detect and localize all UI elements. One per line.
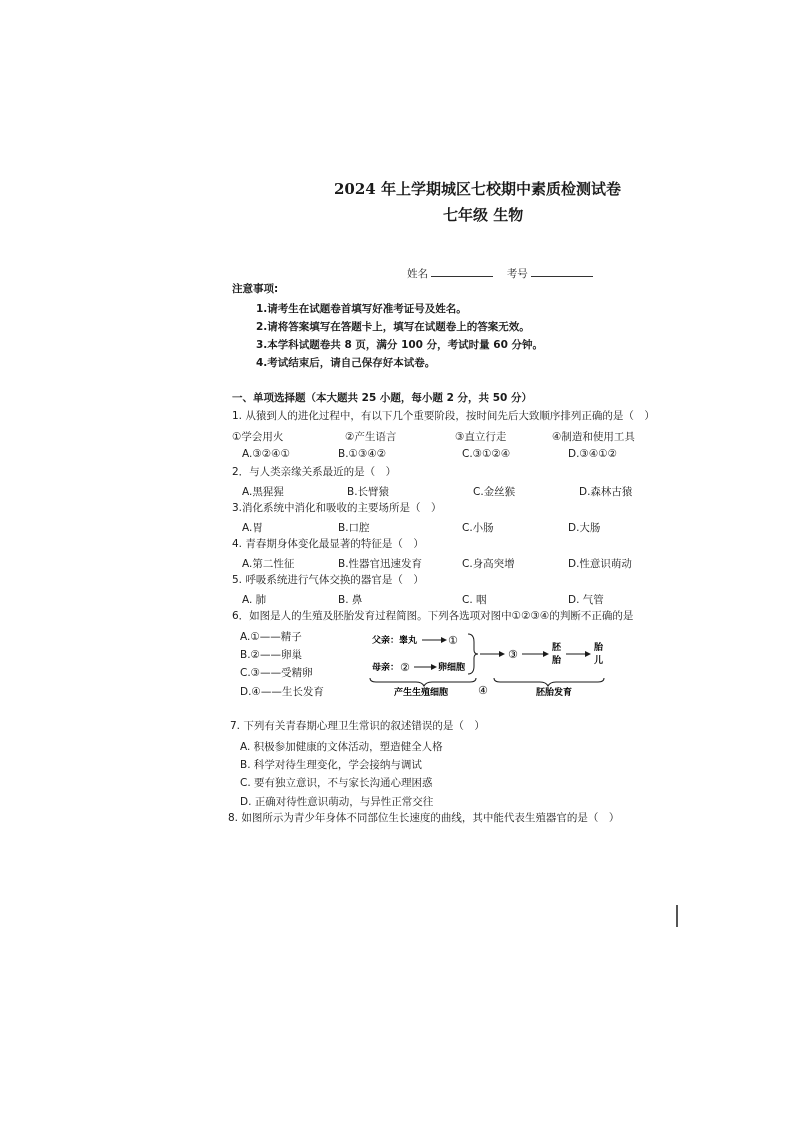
question-stem: 1. 从猿到人的进化过程中，有以下几个重要阶段，按时间先后大致顺序排列正确的是（ ） xyxy=(232,410,655,422)
answer-option: C.身高突增 xyxy=(462,558,515,570)
question-stem: 4. 青春期身体变化最显著的特征是（ ） xyxy=(232,538,424,550)
question-item: ②产生语言 xyxy=(345,431,397,443)
diagram-dev-label: 胚胎发育 xyxy=(536,688,573,698)
answer-option: B.①③④② xyxy=(338,448,387,460)
answer-option: D.④——生长发育 xyxy=(240,686,324,698)
exam-subtitle: 七年级 生物 xyxy=(443,206,524,224)
question-stem: 5. 呼吸系统进行气体交换的器官是（ ） xyxy=(232,574,424,586)
exam-title: 2024 年上学期城区七校期中素质检测试卷 xyxy=(334,180,621,198)
question-item: ①学会用火 xyxy=(232,431,284,443)
scan-mark xyxy=(676,905,678,927)
answer-option: A.③②④① xyxy=(242,448,290,460)
answer-option: B.口腔 xyxy=(338,522,370,534)
notice-item: 2.请将答案填写在答题卡上，填写在试题卷上的答案无效。 xyxy=(256,321,530,333)
answer-option: A.黑猩猩 xyxy=(242,486,284,498)
answer-option: C.③①②④ xyxy=(462,448,511,460)
name-blank[interactable] xyxy=(431,267,493,277)
answer-option: A.第二性征 xyxy=(242,558,295,570)
question-stem: 7. 下列有关青春期心理卫生常识的叙述错误的是（ ） xyxy=(230,720,485,732)
diagram-underbrace-dev xyxy=(494,678,604,686)
diagram-underbrace-cells xyxy=(370,678,476,686)
answer-option: B. 鼻 xyxy=(338,594,363,606)
answer-option: C. 咽 xyxy=(462,594,487,606)
answer-option: D.性意识萌动 xyxy=(568,558,632,570)
answer-option: D.③④①② xyxy=(568,448,618,460)
notice-heading: 注意事项: xyxy=(232,283,279,295)
answer-option: C.小肠 xyxy=(462,522,494,534)
answer-option: D. 正确对待性意识萌动，与异性正常交往 xyxy=(240,796,434,808)
notice-item: 4.考试结束后，请自己保存好本试卷。 xyxy=(256,357,436,369)
diagram-circle-1: ① xyxy=(448,634,458,647)
section-heading: 一、单项选择题（本大题共 25 小题，每小题 2 分，共 50 分） xyxy=(232,392,532,404)
reproduction-diagram xyxy=(368,628,618,700)
question-item: ③直立行走 xyxy=(455,431,507,443)
answer-option: C.③——受精卵 xyxy=(240,667,313,679)
diagram-father-label: 父亲：睾丸 xyxy=(372,636,418,646)
diagram-fetus-top: 胎 xyxy=(594,643,604,653)
answer-option: C.金丝猴 xyxy=(473,486,516,498)
diagram-brace xyxy=(468,634,478,674)
diagram-embryo-bottom: 胎 xyxy=(552,656,562,666)
question-stem: 2．与人类亲缘关系最近的是（ ） xyxy=(232,466,397,478)
answer-option: D.森林古猿 xyxy=(579,486,633,498)
diagram-egg-label: 卵细胞 xyxy=(438,663,466,673)
question-stem: 3.消化系统中消化和吸收的主要场所是（ ） xyxy=(232,502,442,514)
answer-option: A.①——精子 xyxy=(240,631,302,643)
diagram-embryo-top: 胚 xyxy=(552,643,562,653)
question-stem: 6．如图是人的生殖及胚胎发育过程简图。下列各选项对图中①②③④的判断不正确的是 xyxy=(232,610,634,622)
answer-option: B.性器官迅速发育 xyxy=(338,558,423,570)
answer-option: C. 要有独立意识，不与家长沟通心理困惑 xyxy=(240,777,433,789)
question-item: ④制造和使用工具 xyxy=(552,431,635,443)
answer-option: D.大肠 xyxy=(568,522,601,534)
diagram-circle-3: ③ xyxy=(508,648,518,661)
exam-no-blank[interactable] xyxy=(531,267,593,277)
answer-option: A. 肺 xyxy=(242,594,267,606)
answer-option: B. 科学对待生理变化，学会接纳与调试 xyxy=(240,759,422,771)
notice-item: 1.请考生在试题卷首填写好准考证号及姓名。 xyxy=(256,303,467,315)
student-info xyxy=(407,267,593,281)
notice-item: 3.本学科试题卷共 8 页，满分 100 分，考试时量 60 分钟。 xyxy=(256,339,544,351)
answer-option: B.长臂猿 xyxy=(347,486,390,498)
diagram-cells-label: 产生生殖细胞 xyxy=(394,688,449,698)
exam-no-label: 考号 xyxy=(506,268,528,280)
question-stem: 8. 如图所示为青少年身体不同部位生长速度的曲线，其中能代表生殖器官的是（ ） xyxy=(228,812,620,824)
answer-option: B.②——卵巢 xyxy=(240,649,302,661)
diagram-circle-2: ② xyxy=(400,661,410,674)
diagram-mother-label: 母亲： xyxy=(372,663,400,673)
diagram-fetus-bottom: 儿 xyxy=(594,656,604,666)
answer-option: D. 气管 xyxy=(568,594,604,606)
answer-option: A.胃 xyxy=(242,522,263,534)
answer-option: A. 积极参加健康的文体活动，塑造健全人格 xyxy=(240,741,443,753)
diagram-circle-4: ④ xyxy=(478,684,488,697)
name-label: 姓名 xyxy=(407,268,428,280)
